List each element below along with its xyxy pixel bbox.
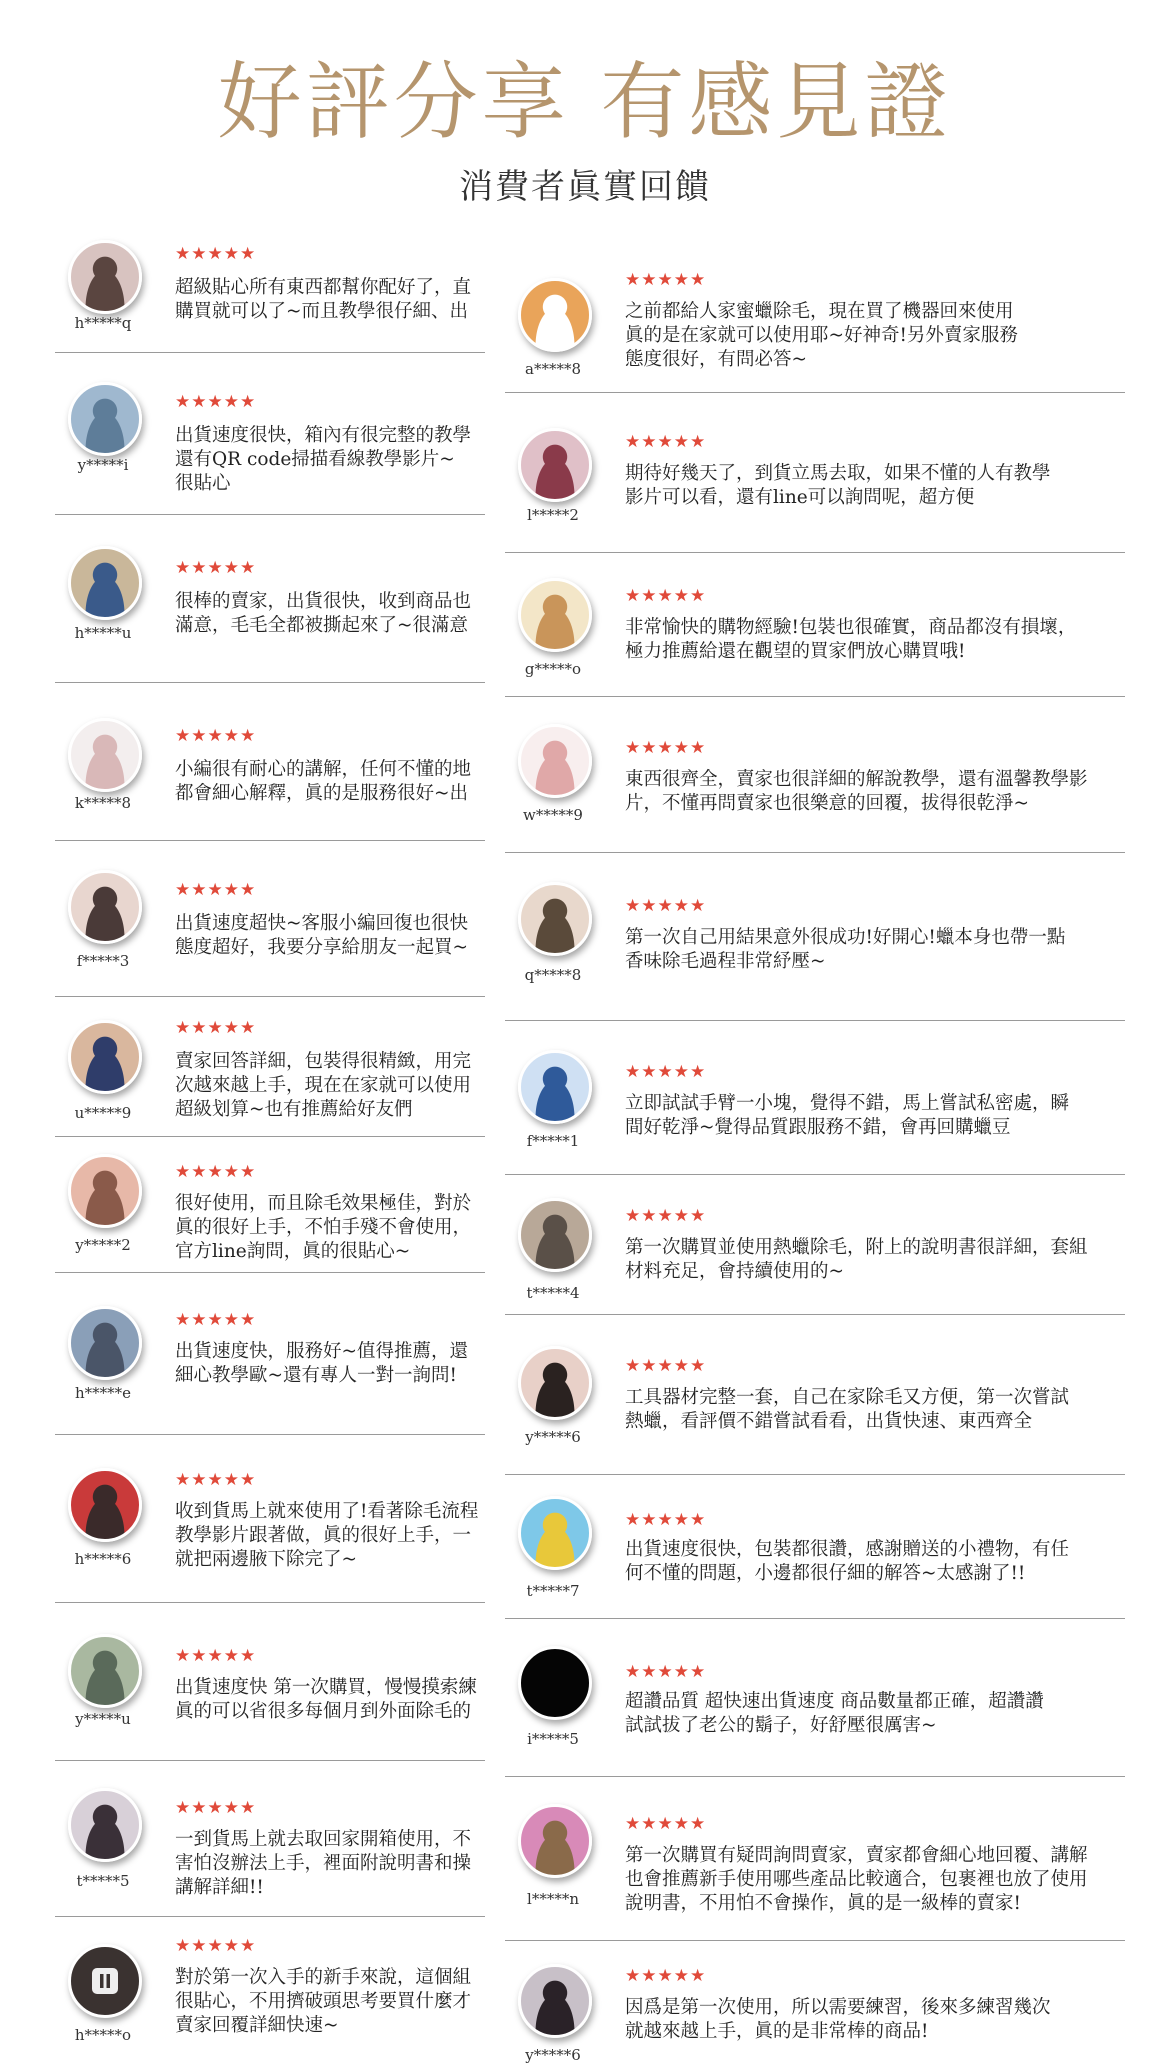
review-item (55, 514, 485, 683)
review-text: 工具器材完整一套，自己在家除毛又方便，第一次嘗試 熱蠟，看評價不錯嘗試看看，出貨快速、東西齊全 (625, 1387, 1070, 1432)
review-item (55, 840, 485, 997)
rating-stars: ★★★★★ (175, 244, 257, 264)
review-item (505, 392, 1125, 553)
rating-stars: ★★★★★ (625, 1662, 707, 1682)
reviewer-username: q*****8 (524, 966, 582, 984)
reviewer-avatar (68, 1020, 142, 1094)
review-text: 一到貨馬上就去取回家開箱使用，不 害怕沒辦法上手，裡面附說明書和操 講解詳細!! (175, 1829, 472, 1898)
review-item (505, 1618, 1125, 1777)
reviewer-username: y*****u (75, 1710, 131, 1728)
page-title: 好評分享 有感見證 (217, 53, 953, 151)
review-text: 立即試試手臂一小塊，覺得不錯，馬上嘗試私密處，瞬 間好乾淨~覺得品質跟服務不錯，會再回購蠟豆 (625, 1093, 1070, 1138)
review-text: 對於第一次入手的新手來說，這個組 很貼心，不用擠破頭思考要買什麼才 賣家回覆詳細快速~ (175, 1967, 472, 2036)
reviewer-username: t*****7 (526, 1582, 580, 1600)
reviewer-username: h*****q (74, 314, 132, 332)
reviewer-avatar (518, 1198, 592, 1272)
reviewer-avatar (68, 382, 142, 456)
review-text: 出貨速度很快，箱內有很完整的教學 還有QR code掃描看線教學影片~ 很貼心 (175, 425, 472, 494)
reviewer-avatar (518, 1496, 592, 1570)
reviewer-avatar (68, 240, 142, 314)
reviewer-username: l*****n (527, 1890, 579, 1908)
reviewer-avatar (518, 1050, 592, 1124)
review-item (55, 1136, 485, 1273)
review-item (55, 682, 485, 841)
review-text: 收到貨馬上就來使用了!看著除毛流程 教學影片跟著做，眞的很好上手，一 就把兩邊腋下除完了~ (175, 1501, 479, 1570)
rating-stars: ★★★★★ (175, 1310, 257, 1330)
reviewer-username: k*****8 (74, 794, 132, 812)
review-item (505, 1314, 1125, 1475)
review-text: 很好使用，而且除毛效果極佳，對於 眞的很好上手，不怕手殘不會使用， 官方line詢問，眞的很貼心~ (175, 1193, 472, 1262)
review-item (55, 1272, 485, 1435)
review-text: 第一次購買有疑問詢問賣家，賣家都會細心地回覆、講解 也會推薦新手使用哪些產品比較適合，包裹裡也放了使用 說明書，不用怕不會操作，眞的是一級棒的賣家! (625, 1845, 1088, 1914)
review-text: 東西很齊全，賣家也很詳細的解說教學，還有溫馨教學影 片，不懂再問賣家也很樂意的回覆，拔得很乾淨~ (625, 769, 1088, 814)
review-text: 期待好幾天了，到貨立馬去取，如果不懂的人有教學 影片可以看，還有line可以詢問呢，超方便 (625, 463, 1051, 508)
reviewer-avatar (68, 1306, 142, 1380)
rating-stars: ★★★★★ (175, 1018, 257, 1038)
review-text: 出貨速度快 第一次購買，慢慢摸索練 眞的可以省很多每個月到外面除毛的 (175, 1677, 477, 1722)
review-item (505, 1474, 1125, 1619)
reviewer-avatar (68, 1154, 142, 1228)
rating-stars: ★★★★★ (175, 1798, 257, 1818)
review-text: 超級貼心所有東西都幫你配好了，直 購買就可以了~而且教學很仔細、出 (175, 277, 472, 322)
reviewer-avatar (518, 882, 592, 956)
reviewer-username: h*****e (74, 1384, 132, 1402)
review-text: 小編很有耐心的講解，任何不懂的地 都會細心解釋，眞的是服務很好~出 (175, 759, 472, 804)
reviewer-avatar (68, 1634, 142, 1708)
review-item (505, 1020, 1125, 1175)
reviewer-avatar (518, 1346, 592, 1420)
rating-stars: ★★★★★ (625, 1966, 707, 1986)
review-item (505, 852, 1125, 1021)
review-text: 第一次自己用結果意外很成功!好開心!蠟本身也帶一點 香味除毛過程非常紓壓~ (625, 927, 1066, 972)
rating-stars: ★★★★★ (175, 1162, 257, 1182)
reviewer-username: i*****5 (527, 1730, 579, 1748)
rating-stars: ★★★★★ (175, 880, 257, 900)
right-review-column (505, 0, 1125, 2064)
rating-stars: ★★★★★ (625, 1062, 707, 1082)
review-text: 超讚品質 超快速出貨速度 商品數量都正確，超讚讚 試試拔了老公的鬍子，好舒壓很厲害~ (625, 1691, 1044, 1736)
reviewer-avatar (68, 1788, 142, 1862)
left-review-column (55, 0, 485, 2058)
pause-icon (90, 1966, 120, 1996)
rating-stars: ★★★★★ (625, 432, 707, 452)
reviewer-avatar (518, 428, 592, 502)
reviewer-username: l*****2 (527, 506, 579, 524)
rating-stars: ★★★★★ (175, 1646, 257, 1666)
review-item (505, 696, 1125, 853)
reviewer-avatar (518, 1804, 592, 1878)
reviewer-avatar (68, 1944, 142, 2018)
page-subtitle: 消費者眞實回饋 (459, 167, 711, 207)
reviewer-username: y*****i (77, 456, 129, 474)
rating-stars: ★★★★★ (625, 270, 707, 290)
review-text: 很棒的賣家，出貨很快，收到商品也 滿意，毛毛全都被撕起來了~很滿意 (175, 591, 472, 636)
rating-stars: ★★★★★ (175, 726, 257, 746)
review-text: 出貨速度快，服務好~值得推薦，還 細心教學歐~還有專人一對一詢問! (175, 1341, 469, 1386)
rating-stars: ★★★★★ (625, 586, 707, 606)
review-item (55, 352, 485, 515)
reviewer-avatar (68, 546, 142, 620)
rating-stars: ★★★★★ (175, 1936, 257, 1956)
rating-stars: ★★★★★ (625, 738, 707, 758)
reviewer-username: w*****9 (523, 806, 583, 824)
review-item (55, 232, 485, 353)
review-item (505, 1174, 1125, 1315)
rating-stars: ★★★★★ (625, 1206, 707, 1226)
review-text: 因爲是第一次使用，所以需要練習，後來多練習幾次 就越來越上手，眞的是非常棒的商品! (625, 1997, 1051, 2042)
reviewer-username: y*****6 (525, 2046, 581, 2064)
review-text: 非常愉快的購物經驗!包裝也很確實，商品都沒有損壞， 極力推薦給還在觀望的買家們放心購買哦! (625, 617, 1077, 662)
reviewer-avatar (518, 724, 592, 798)
reviewer-avatar (68, 1468, 142, 1542)
rating-stars: ★★★★★ (175, 558, 257, 578)
reviewer-username: h*****6 (74, 1550, 132, 1568)
reviewer-avatar (518, 278, 592, 352)
reviewer-avatar (68, 718, 142, 792)
reviewer-username: u*****9 (74, 1104, 132, 1122)
rating-stars: ★★★★★ (625, 1510, 707, 1530)
reviewer-username: h*****u (74, 624, 132, 642)
reviewer-username: f*****3 (76, 952, 130, 970)
review-text: 出貨速度超快~客服小編回復也很快 態度超好，我要分享給朋友一起買~ (175, 913, 469, 958)
review-item (55, 1916, 485, 2058)
reviewer-avatar (518, 1964, 592, 2038)
review-item (505, 1940, 1125, 2064)
review-item (55, 1760, 485, 1917)
rating-stars: ★★★★★ (625, 896, 707, 916)
reviewer-username: y*****2 (75, 1236, 131, 1254)
review-text: 賣家回答詳細，包裝得很精緻，用完 次越來越上手，現在在家就可以使用 超級划算~也有推薦給好友們 (175, 1051, 472, 1120)
reviewer-avatar (518, 578, 592, 652)
review-item (55, 996, 485, 1137)
reviewer-username: h*****o (74, 2026, 132, 2044)
rating-stars: ★★★★★ (625, 1356, 707, 1376)
reviewer-avatar (68, 870, 142, 944)
review-text: 出貨速度很快，包裝都很讚，感謝贈送的小禮物，有任 何不懂的問題，小邊都很仔細的解答~太感謝了!! (625, 1539, 1070, 1584)
review-text: 第一次購買並使用熱蠟除毛，附上的說明書很詳細，套組 材料充足，會持續使用的~ (625, 1237, 1088, 1282)
rating-stars: ★★★★★ (175, 392, 257, 412)
review-item (505, 250, 1125, 393)
reviewer-username: y*****6 (525, 1428, 581, 1446)
reviewer-username: f*****1 (526, 1132, 580, 1150)
review-item (55, 1602, 485, 1761)
reviewer-username: g*****o (524, 660, 582, 678)
reviewer-username: t*****5 (76, 1872, 130, 1890)
review-item (505, 552, 1125, 697)
rating-stars: ★★★★★ (175, 1470, 257, 1490)
review-item (55, 1434, 485, 1603)
review-item (505, 1776, 1125, 1941)
reviewer-username: t*****4 (526, 1284, 580, 1302)
review-text: 之前都給人家蜜蠟除毛，現在買了機器回來使用 眞的是在家就可以使用耶~好神奇!另外賣家服務 態度很好，有問必答~ (625, 301, 1018, 370)
rating-stars: ★★★★★ (625, 1814, 707, 1834)
reviewer-avatar (518, 1646, 592, 1720)
reviewer-username: a*****8 (525, 360, 581, 378)
